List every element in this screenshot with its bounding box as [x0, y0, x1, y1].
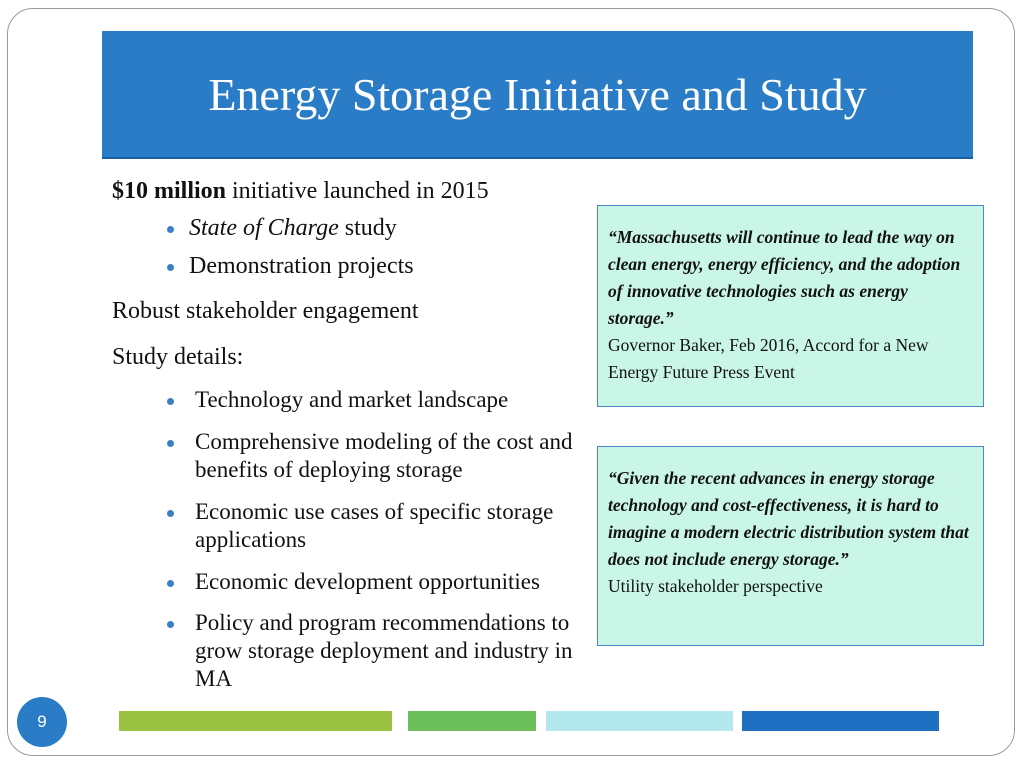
- bullet-dot-icon: [167, 621, 174, 628]
- title-bar: [102, 31, 973, 159]
- initiative-description: initiative launched in 2015: [226, 178, 489, 204]
- study-item-text: Policy and program recommendations to grow storage deployment and industry in MA: [195, 610, 573, 691]
- initiative-item-italic: State of Charge: [189, 215, 339, 241]
- quote-text: “Massachusetts will continue to lead the way on clean energy, energy efficiency, and the adoption of innovative technologies such as energy storage.”: [608, 227, 961, 328]
- footer-bar-green: [119, 711, 392, 731]
- page-number-badge: 9: [17, 697, 67, 747]
- quote-text: “Given the recent advances in energy storage technology and cost-effectiveness, it is hard to imagine a modern electric distribution system that does not include energy storage.”: [608, 468, 969, 569]
- bullet-dot-icon: [167, 398, 174, 405]
- quote-box-governor: [597, 205, 984, 407]
- bullet-dot-icon: [167, 264, 174, 271]
- study-item-text: Comprehensive modeling of the cost and benefits of deploying storage: [195, 429, 573, 482]
- initiative-item-text: Demonstration projects: [189, 253, 414, 279]
- quote-box-utility: [597, 446, 984, 646]
- footer-bar-light-green: [408, 711, 536, 731]
- bullet-dot-icon: [167, 580, 174, 587]
- quote-attribution: Governor Baker, Feb 2016, Accord for a New Energy Future Press Event: [608, 335, 929, 382]
- footer-bar-blue: [742, 711, 939, 731]
- engagement-line: Robust stakeholder engagement: [112, 298, 419, 324]
- slide-title: Energy Storage Initiative and Study: [208, 69, 867, 120]
- study-item-text: Technology and market landscape: [195, 387, 509, 412]
- study-item-text: Economic use cases of specific storage applications: [195, 499, 554, 552]
- bullet-dot-icon: [167, 226, 174, 233]
- initiative-line: [112, 176, 489, 206]
- bullet-dot-icon: [167, 510, 174, 517]
- study-heading: Study details:: [112, 344, 244, 370]
- quote-attribution: Utility stakeholder perspective: [608, 576, 823, 596]
- initiative-amount: $10 million: [112, 178, 227, 204]
- footer-bar-light-blue: [546, 711, 733, 731]
- initiative-item-text: study: [338, 215, 397, 241]
- bullet-dot-icon: [167, 440, 174, 447]
- study-item-text: Economic development opportunities: [195, 569, 540, 594]
